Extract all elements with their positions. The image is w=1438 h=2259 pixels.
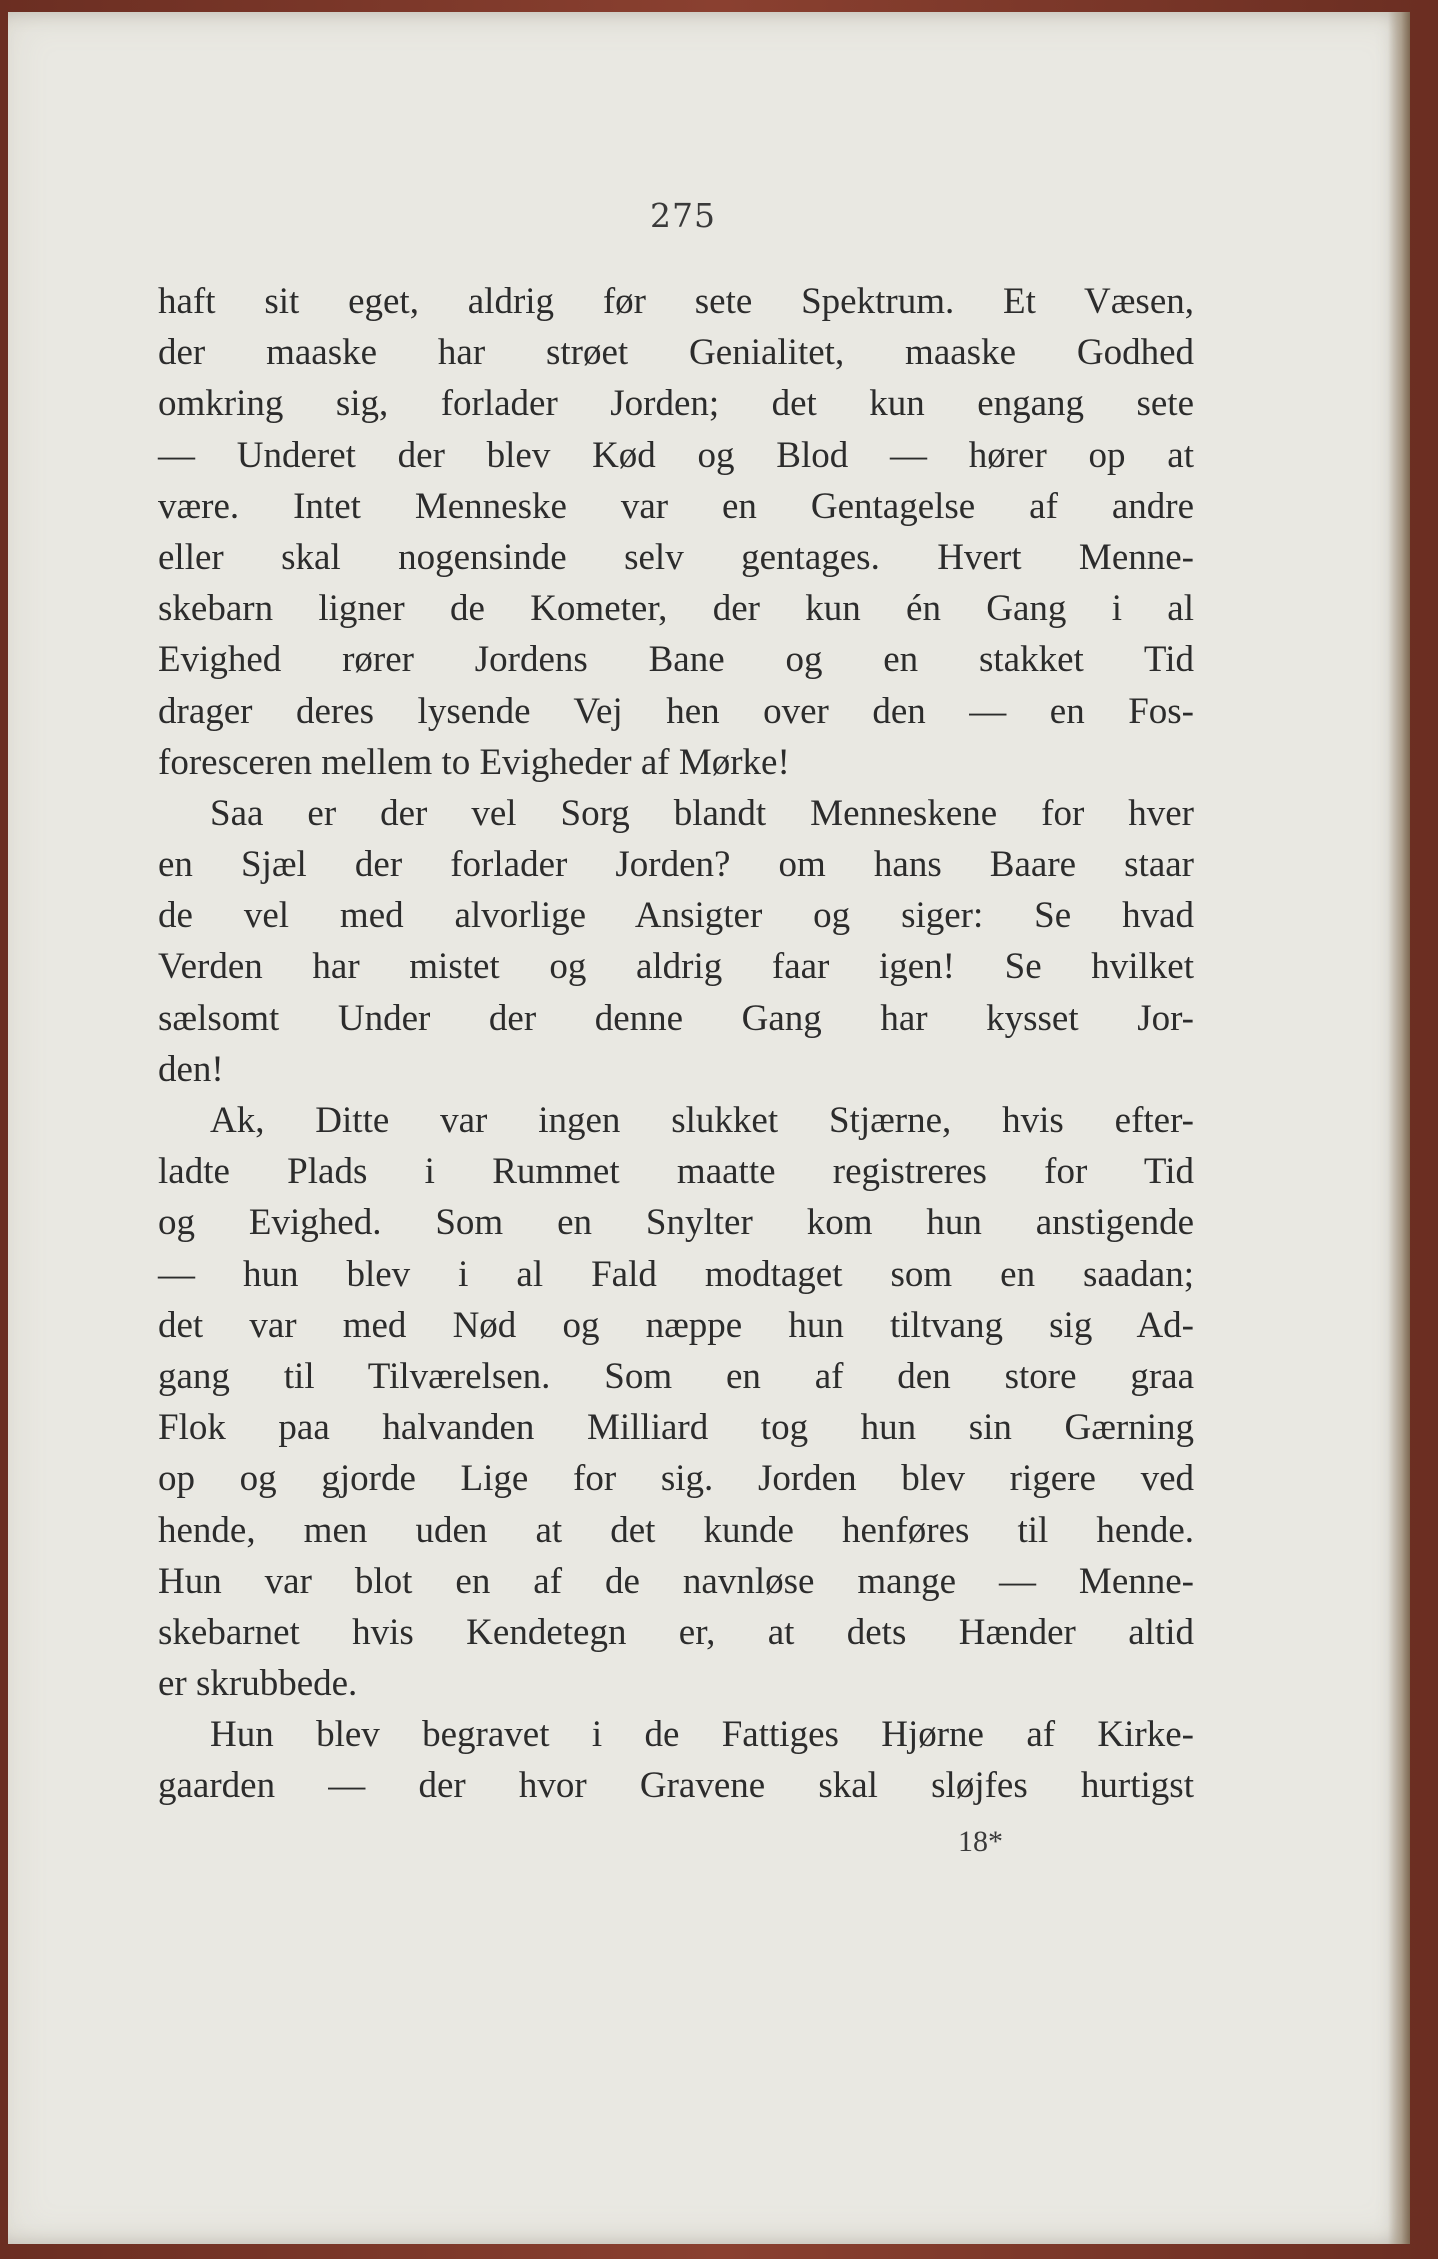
- text-line-8: Evighed rører Jordens Bane og en stakket Tid: [158, 639, 1194, 681]
- text-line-12: en Sjæl der forlader Jorden? om hans Baare staar: [158, 844, 1194, 886]
- text-line-1: haft sit eget, aldrig før sete Spektrum. Et Væsen,: [158, 281, 1194, 322]
- text-line-30: gaarden — der hvor Gravene skal sløjfes hurtigst: [158, 1765, 1194, 1807]
- text-line-29: Hun blev begravet i de Fattiges Hjørne af Kirke-: [210, 1714, 1194, 1756]
- page-number: 275: [650, 196, 716, 235]
- text-line-2: der maaske har strøet Genialitet, maaske Godhed: [158, 332, 1194, 374]
- text-line-24: op og gjorde Lige for sig. Jorden blev rigere ved: [158, 1458, 1194, 1500]
- text-line-9: drager deres lysende Vej hen over den — en Fos-: [158, 690, 1194, 732]
- page-gutter-shadow: [1388, 12, 1410, 2244]
- text-line-28: er skrubbede.: [158, 1663, 358, 1705]
- text-line-20: — hun blev i al Fald modtaget som en saadan;: [158, 1253, 1194, 1295]
- text-line-7: skebarn ligner de Kometer, der kun én Gang i al: [158, 588, 1194, 630]
- text-line-14: Verden har mistet og aldrig faar igen! Se hvilket: [158, 946, 1194, 988]
- text-line-18: ladte Plads i Rummet maatte registreres for Tid: [158, 1151, 1194, 1193]
- text-line-6: eller skal nogensinde selv gentages. Hvert Menne-: [158, 536, 1194, 578]
- text-line-4: — Underet der blev Kød og Blod — hører op at: [158, 434, 1194, 476]
- text-line-16: den!: [158, 1048, 224, 1090]
- text-line-10: foresceren mellem to Evigheder af Mørke!: [158, 741, 790, 783]
- text-line-23: Flok paa halvanden Milliard tog hun sin Gærning: [158, 1407, 1194, 1449]
- text-line-13: de vel med alvorlige Ansigter og siger: Se hvad: [158, 895, 1194, 937]
- text-line-19: og Evighed. Som en Snylter kom hun anstigende: [158, 1202, 1194, 1244]
- text-line-11: Saa er der vel Sorg blandt Menneskene for hver: [210, 792, 1194, 834]
- text-line-27: skebarnet hvis Kendetegn er, at dets Hænder altid: [158, 1611, 1194, 1653]
- text-line-25: hende, men uden at det kunde henføres til hende.: [158, 1509, 1194, 1551]
- signature-mark: 18*: [958, 1825, 1003, 1858]
- text-line-26: Hun var blot en af de navnløse mange — Menne-: [158, 1560, 1194, 1602]
- text-line-15: sælsomt Under der denne Gang har kysset Jor-: [158, 997, 1194, 1039]
- text-line-22: gang til Tilværelsen. Som en af den store graa: [158, 1355, 1194, 1397]
- text-line-21: det var med Nød og næppe hun tiltvang sig Ad-: [158, 1304, 1194, 1346]
- text-line-17: Ak, Ditte var ingen slukket Stjærne, hvis efter-: [210, 1100, 1194, 1141]
- text-line-5: være. Intet Menneske var en Gentagelse af andre: [158, 485, 1194, 527]
- text-line-3: omkring sig, forlader Jorden; det kun engang sete: [158, 383, 1194, 425]
- page-body-text: [158, 276, 1194, 1812]
- book-page: [8, 12, 1410, 2244]
